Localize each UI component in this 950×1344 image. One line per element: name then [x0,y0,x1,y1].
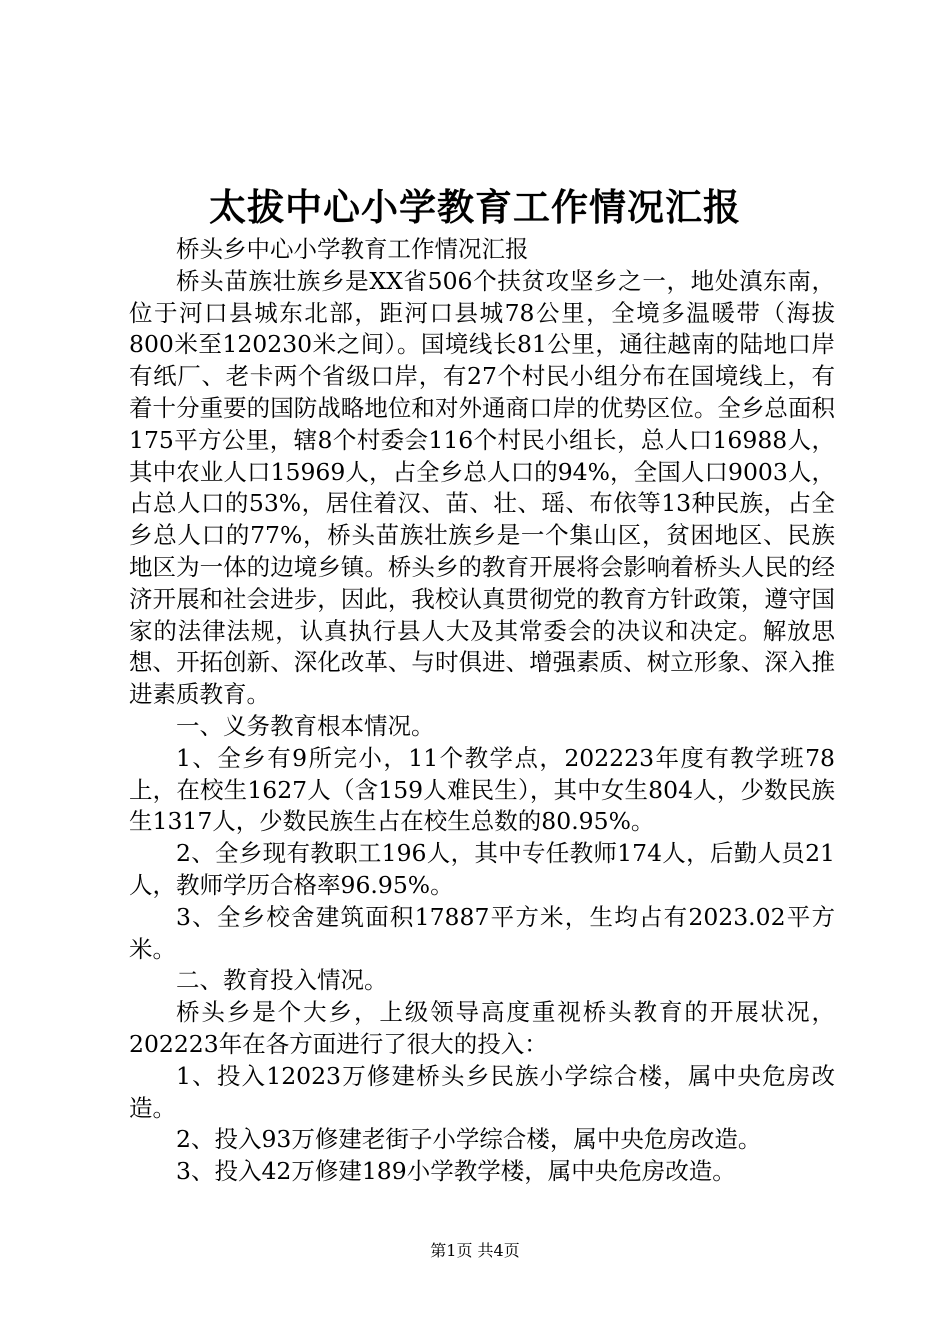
page-number: 第1页 共4页 [430,1241,520,1260]
paragraph-item: 3、全乡校舍建筑面积17887平方米，生均占有2023.02平方米。 [129,902,835,963]
paragraph-overview: 桥头苗族壮族乡是XX省506个扶贫攻坚乡之一，地处滇东南，位于河口县城东北部，距河口县城78公里，全境多温暖带（海拔800米至120230米之间）。国境线长81公里，通往越南的陆地口岸有纸厂、老卡两个省级口岸，有27个村民小组分布在国境线上，有着十分重要的国防战略地位和对外通商口岸的优势区位。全乡总面积175平方公里，辖8个村委会116个村民小组长，总人口16988人，其中农业人口15969人，占全乡总人口的94%，全国人口9003人，占总人口的53%，居住着汉、苗、壮、瑶、布依等13种民族，占全乡总人口的77%，桥头苗族壮族乡是一个集山区，贫困地区、民族地区为一体的边境乡镇。桥头乡的教育开展将会影响着桥头人民的经济开展和社会进步，因此，我校认真贯彻党的教育方针政策，遵守国家的法律法规，认真执行县人大及其常委会的决议和决定。解放思想、开拓创新、深化改革、与时俱进、增强素质、树立形象、深入推进素质教育。 [129,266,835,709]
section-heading-2: 二、教育投入情况。 [176,966,388,995]
paragraph-item: 3、投入42万修建189小学教学楼，属中央危房改造。 [176,1157,736,1186]
document-title: 太拔中心小学教育工作情况汇报 [209,186,741,229]
document-body [129,234,835,1188]
paragraph-item: 2、全乡现有教职工196人，其中专任教师174人，后勤人员21人，教师学历合格率96.95%。 [129,839,835,899]
paragraph-item: 1、投入12023万修建桥头乡民族小学综合楼，属中央危房改造。 [129,1061,835,1122]
paragraph-intro: 桥头乡是个大乡，上级领导高度重视桥头教育的开展状况，202223年在各方面进行了很大的投入： [129,998,835,1058]
paragraph-item: 2、投入93万修建老街子小学综合楼，属中央危房改造。 [176,1125,762,1154]
paragraph-subtitle: 桥头乡中心小学教育工作情况汇报 [176,235,529,263]
paragraph-item: 1、全乡有9所完小，11个教学点，202223年度有教学班78上，在校生1627人（含159人难民生），其中女生804人，少数民族生1317人，少数民族生占在校生总数的80.95%。 [129,743,835,836]
section-heading-1: 一、义务教育根本情况。 [176,711,435,740]
